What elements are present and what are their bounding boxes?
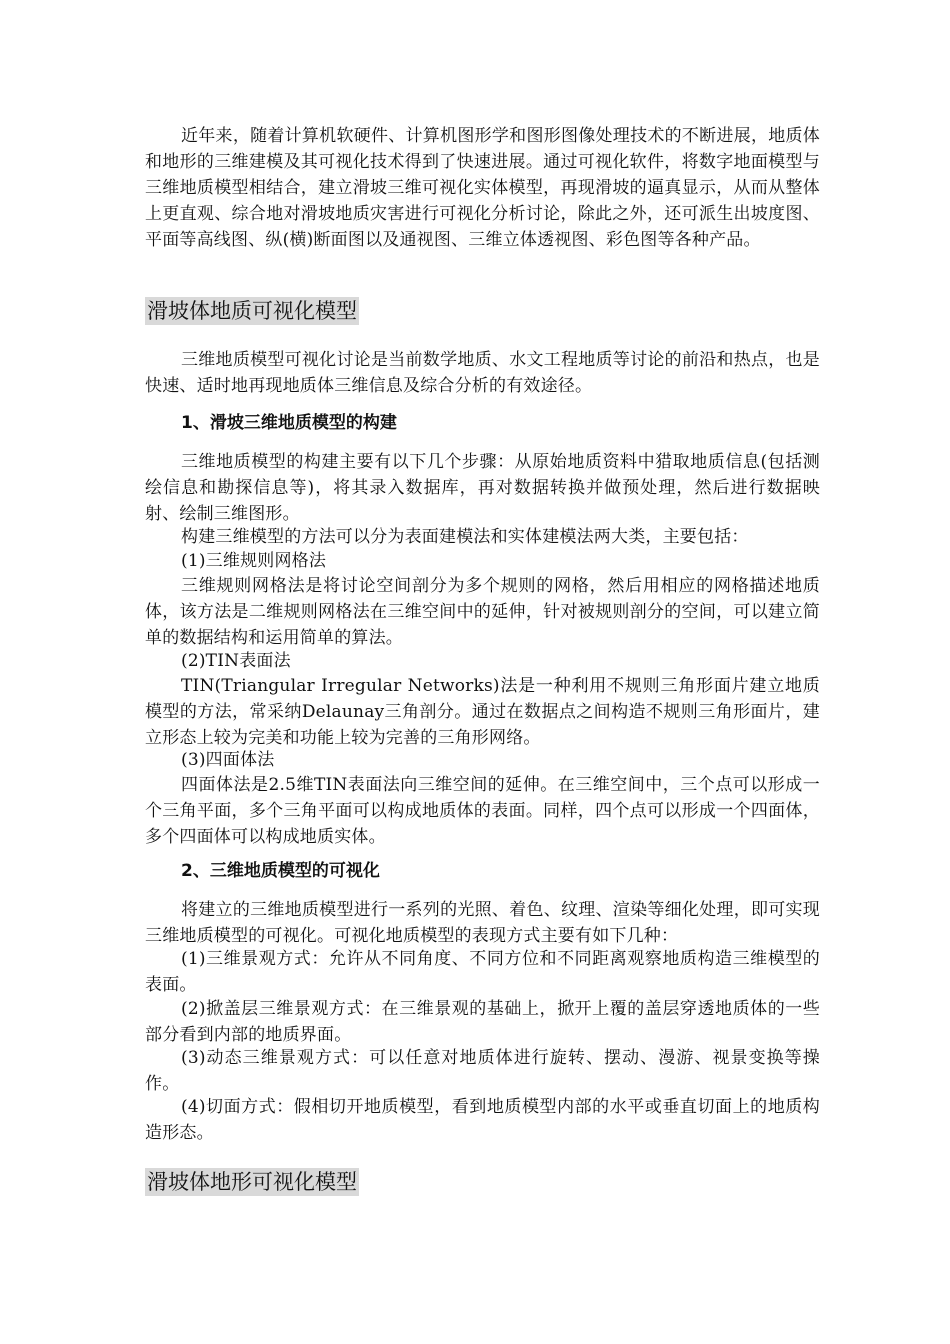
method3-body: 四面体法是2.5维TIN表面法向三维空间的延伸。在三维空间中，三个点可以形成一个三角平面，多个三角平面可以构成地质体的表面。同样，四个点可以形成一个四面体，多个四面体可以构成地质实体。 (145, 775, 820, 847)
subheading-model-construction: 1、滑坡三维地质模型的构建 (181, 413, 397, 433)
visualization-intro-paragraph: 将建立的三维地质模型进行一系列的光照、着色、纹理、渲染等细化处理，即可实现三维地质模型的可视化。可视化地质模型的表现方式主要有如下几种： (145, 900, 820, 946)
method1-body: 三维规则网格法是将讨论空间剖分为多个规则的网格，然后用相应的网格描述地质体，该方法是二维规则网格法在三维空间中的延伸，针对被规则剖分的空间，可以建立简单的数据结构和运用简单的算法。 (145, 576, 820, 648)
visualization-method4: (4)切面方式：假相切开地质模型，看到地质模型内部的水平或垂直切面上的地质构造形态。 (145, 1097, 820, 1143)
section1-paragraph: 三维地质模型可视化讨论是当前数学地质、水文工程地质等讨论的前沿和热点，也是快速、适时地再现地质体三维信息及综合分析的有效途径。 (145, 350, 820, 396)
construction-steps-paragraph: 三维地质模型的构建主要有以下几个步骤：从原始地质资料中猎取地质信息(包括测绘信息和勘探信息等)，将其录入数据库，再对数据转换并做预处理，然后进行数据映射、绘制三维图形。 (145, 452, 820, 524)
method1-title: (1)三维规则网格法 (181, 551, 327, 571)
construction-methods-paragraph: 构建三维模型的方法可以分为表面建模法和实体建模法两大类，主要包括： (181, 527, 749, 547)
visualization-method1: (1)三维景观方式：允许从不同角度、不同方位和不同距离观察地质构造三维模型的表面。 (145, 949, 820, 995)
method2-title: (2)TIN表面法 (181, 651, 291, 671)
subheading-visualization: 2、三维地质模型的可视化 (181, 861, 380, 881)
intro-paragraph: 近年来，随着计算机软硬件、计算机图形学和图形图像处理技术的不断进展，地质体和地形的三维建模及其可视化技术得到了快速进展。通过可视化软件，将数字地面模型与三维地质模型相结合，建立滑坡三维可视化实体模型，再现滑坡的逼真显示，从而从整体上更直观、综合地对滑坡地质灾害进行可视化分析讨论，除此之外，还可派生出坡度图、平面等高线图、纵(横)断面图以及通视图、三维立体透视图、彩色图等各种产品。 (145, 126, 820, 250)
section-heading-geology-model: 滑坡体地质可视化模型 (147, 299, 357, 323)
method3-title: (3)四面体法 (181, 750, 275, 770)
method2-body: TIN(Triangular Irregular Networks)法是一种利用不规则三角形面片建立地质模型的方法，常采纳Delaunay三角剖分。通过在数据点之间构造不规则三角形面片，建立形态上较为完美和功能上较为完善的三角形网络。 (145, 676, 820, 748)
visualization-method2: (2)掀盖层三维景观方式：在三维景观的基础上，掀开上覆的盖层穿透地质体的一些部分看到内部的地质界面。 (145, 999, 820, 1045)
section-heading-terrain-model: 滑坡体地形可视化模型 (147, 1170, 357, 1194)
visualization-method3: (3)动态三维景观方式：可以任意对地质体进行旋转、摆动、漫游、视景变换等操作。 (145, 1048, 820, 1094)
